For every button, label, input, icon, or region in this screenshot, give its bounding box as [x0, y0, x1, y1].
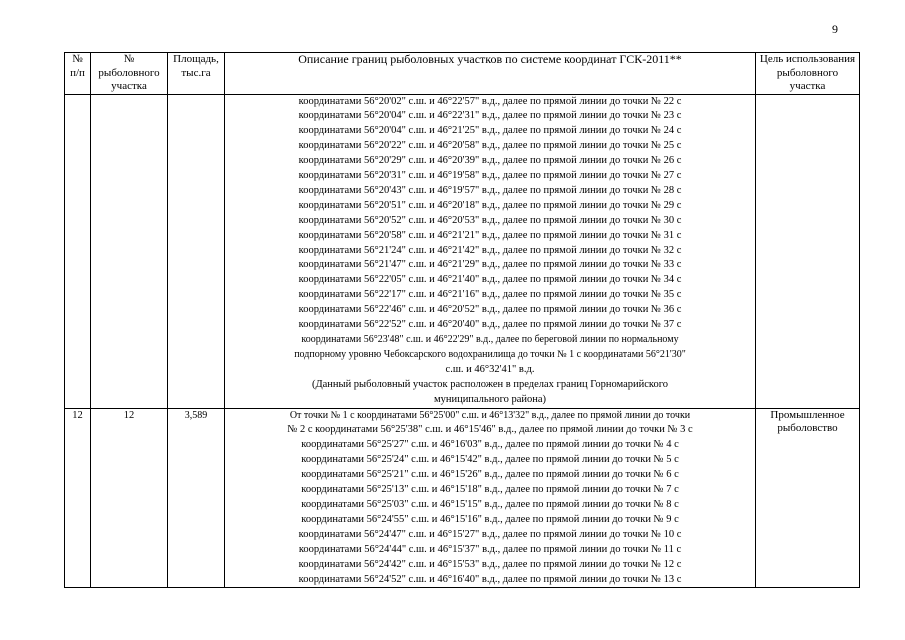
description-line: координатами 56°25'13" с.ш. и 46°15'18" в.д., далее по прямой линии до точки № 7 с [301, 484, 679, 496]
description-line: координатами 56°22'46" с.ш. и 46°20'52" в.д., далее по прямой линии до точки № 36 с [298, 304, 682, 316]
description-line: подпорному уровню Чебоксарского водохранилища до точки № 1 с координатами 56°21'30" [294, 348, 686, 360]
description-line: координатами 56°20'43" с.ш. и 46°19'57" в.д., далее по прямой линии до точки № 28 с [298, 184, 682, 196]
description-line: координатами 56°24'52" с.ш. и 46°16'40" в.д., далее по прямой линии до точки № 13 с [298, 573, 682, 585]
header-number: № п/п [65, 53, 91, 95]
plot-number-cell [91, 94, 168, 408]
description-line: координатами 56°24'47" с.ш. и 46°15'27" в.д., далее по прямой линии до точки № 10 с [298, 528, 682, 540]
boundary-description-cell [225, 408, 756, 588]
area-cell [168, 94, 225, 408]
page-number: 9 [832, 22, 838, 36]
description-line: координатами 56°21'24" с.ш. и 46°21'42" в.д., далее по прямой линии до точки № 32 с [298, 244, 682, 256]
table-row [65, 94, 860, 408]
description-line: координатами 56°21'47" с.ш. и 46°21'29" в.д., далее по прямой линии до точки № 33 с [298, 259, 682, 271]
boundary-description-cell [225, 94, 756, 408]
description-line: координатами 56°20'04" с.ш. и 46°22'31" в.д., далее по прямой линии до точки № 23 с [298, 110, 682, 122]
description-line: координатами 56°24'42" с.ш. и 46°15'53" в.д., далее по прямой линии до точки № 12 с [298, 558, 682, 570]
description-line: координатами 56°20'51" с.ш. и 46°20'18" в.д., далее по прямой линии до точки № 29 с [298, 199, 682, 211]
description-line: координатами 56°25'03" с.ш. и 46°15'15" в.д., далее по прямой линии до точки № 8 с [301, 498, 679, 510]
area-cell: 3,589 [168, 408, 225, 588]
description-line: координатами 56°25'27" с.ш. и 46°16'03" в.д., далее по прямой линии до точки № 4 с [301, 439, 679, 451]
description-line: № 2 с координатами 56°25'38" с.ш. и 46°15'46" в.д., далее по прямой линии до точки № 3 с [287, 424, 693, 436]
description-line: координатами 56°20'29" с.ш. и 46°20'39" в.д., далее по прямой линии до точки № 26 с [298, 155, 682, 167]
header-boundary-description: Описание границ рыболовных участков по системе координат ГСК-2011** [225, 53, 756, 95]
description-line: координатами 56°22'17" с.ш. и 46°21'16" в.д., далее по прямой линии до точки № 35 с [298, 289, 682, 301]
description-line: От точки № 1 с координатами 56°25'00" с.ш. и 46°13'32" в.д., далее по прямой линии до точки [289, 409, 691, 421]
description-line: координатами 56°20'31" с.ш. и 46°19'58" в.д., далее по прямой линии до точки № 27 с [298, 170, 682, 182]
description-line: координатами 56°20'52" с.ш. и 46°20'53" в.д., далее по прямой линии до точки № 30 с [298, 214, 682, 226]
plot-number-cell: 12 [91, 408, 168, 588]
description-line: координатами 56°20'04" с.ш. и 46°21'25" в.д., далее по прямой линии до точки № 24 с [298, 125, 682, 137]
description-line: координатами 56°22'05" с.ш. и 46°21'40" в.д., далее по прямой линии до точки № 34 с [298, 274, 682, 286]
description-line: координатами 56°24'44" с.ш. и 46°15'37" в.д., далее по прямой линии до точки № 11 с [298, 543, 682, 555]
header-plot-number: № рыболовного участка [91, 53, 168, 95]
row-number-cell [65, 94, 91, 408]
description-line: координатами 56°20'58" с.ш. и 46°21'21" в.д., далее по прямой линии до точки № 31 с [298, 229, 682, 241]
row-number-cell: 12 [65, 408, 91, 588]
purpose-cell: Промышленное рыболовство [756, 408, 860, 588]
description-line: координатами 56°20'02" с.ш. и 46°22'57" в.д., далее по прямой линии до точки № 22 с [298, 95, 682, 107]
description-line: (Данный рыболовный участок расположен в пределах границ Горномарийского [311, 378, 669, 390]
table-row [65, 408, 860, 588]
description-line: координатами 56°22'52" с.ш. и 46°20'40" в.д., далее по прямой линии до точки № 37 с [298, 319, 682, 331]
fishing-plots-table [64, 52, 860, 588]
description-line: координатами 56°25'21" с.ш. и 46°15'26" в.д., далее по прямой линии до точки № 6 с [301, 469, 679, 481]
header-area: Площадь, тыс.га [168, 53, 225, 95]
header-purpose: Цель использования рыболовного участка [756, 53, 860, 95]
description-line: муниципального района) [433, 393, 547, 405]
table-header-row [65, 53, 860, 95]
description-line: координатами 56°23'48" с.ш. и 46°22'29" в.д., далее по береговой линии по нормальному [301, 334, 679, 345]
description-line: с.ш. и 46°32'41" в.д. [445, 363, 535, 375]
purpose-cell [756, 94, 860, 408]
description-line: координатами 56°24'55" с.ш. и 46°15'16" в.д., далее по прямой линии до точки № 9 с [301, 513, 679, 525]
description-line: координатами 56°20'22" с.ш. и 46°20'58" в.д., далее по прямой линии до точки № 25 с [298, 140, 682, 152]
description-line: координатами 56°25'24" с.ш. и 46°15'42" в.д., далее по прямой линии до точки № 5 с [301, 454, 679, 466]
